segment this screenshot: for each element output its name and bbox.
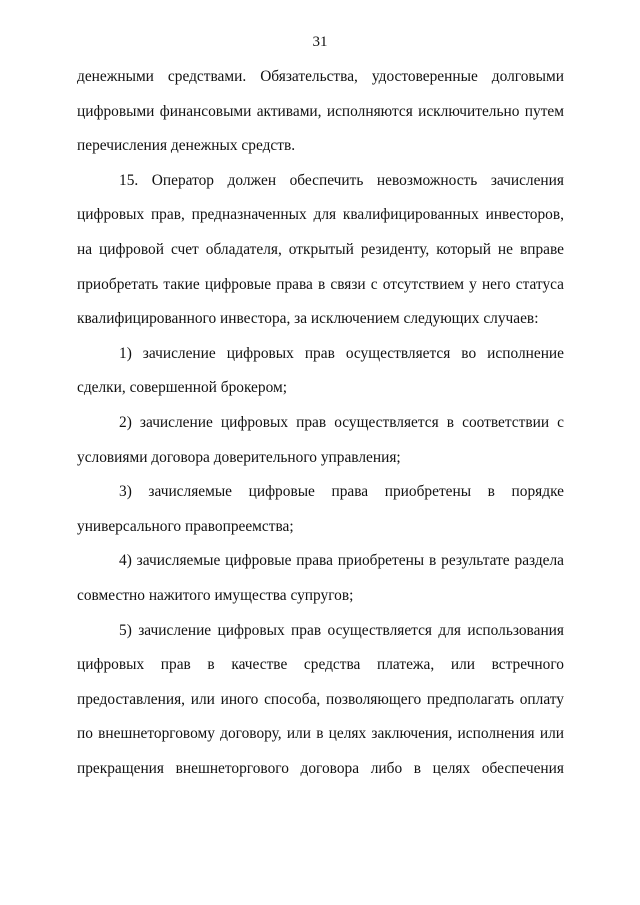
list-item-5: 5) зачисление цифровых прав осуществляется для использования цифровых прав в качестве средства платежа, или встречного предоставления, или иного способа, позволяющего предполагать оплату по внешнеторговому договору, или в целях заключения, исполнения или прекращения внешнеторгового договора либо в целях обеспечения [77, 621, 564, 777]
list-item-2: 2) зачисление цифровых прав осуществляется в соответствии с условиями договора доверительного управления; [77, 413, 564, 466]
paragraph-continuation: денежными средствами. Обязательства, удостоверенные долговыми цифровыми финансовыми активами, исполняются исключительно путем перечисления денежных средств. [77, 68, 564, 155]
list-item-1: 1) зачисление цифровых прав осуществляется во исполнение сделки, совершенной брокером; [77, 344, 564, 397]
list-item-4: 4) зачисляемые цифровые права приобретены в результате раздела совместно нажитого имущества супругов; [77, 552, 564, 604]
paragraph-item-15: 15. Оператор должен обеспечить невозможность зачисления цифровых прав, предназначенных для квалифицированных инвесторов, на цифровой счет обладателя, открытый резиденту, который не вправе приобретать такие цифровые права в связи с отсутствием у него статуса квалифицированного инвестора, за исключением следующих случаев: [77, 171, 564, 328]
page-number: 31 [312, 34, 328, 50]
list-item-3: 3) зачисляемые цифровые права приобретены в порядке универсального правопреемства; [77, 483, 564, 535]
document-body [77, 60, 564, 786]
